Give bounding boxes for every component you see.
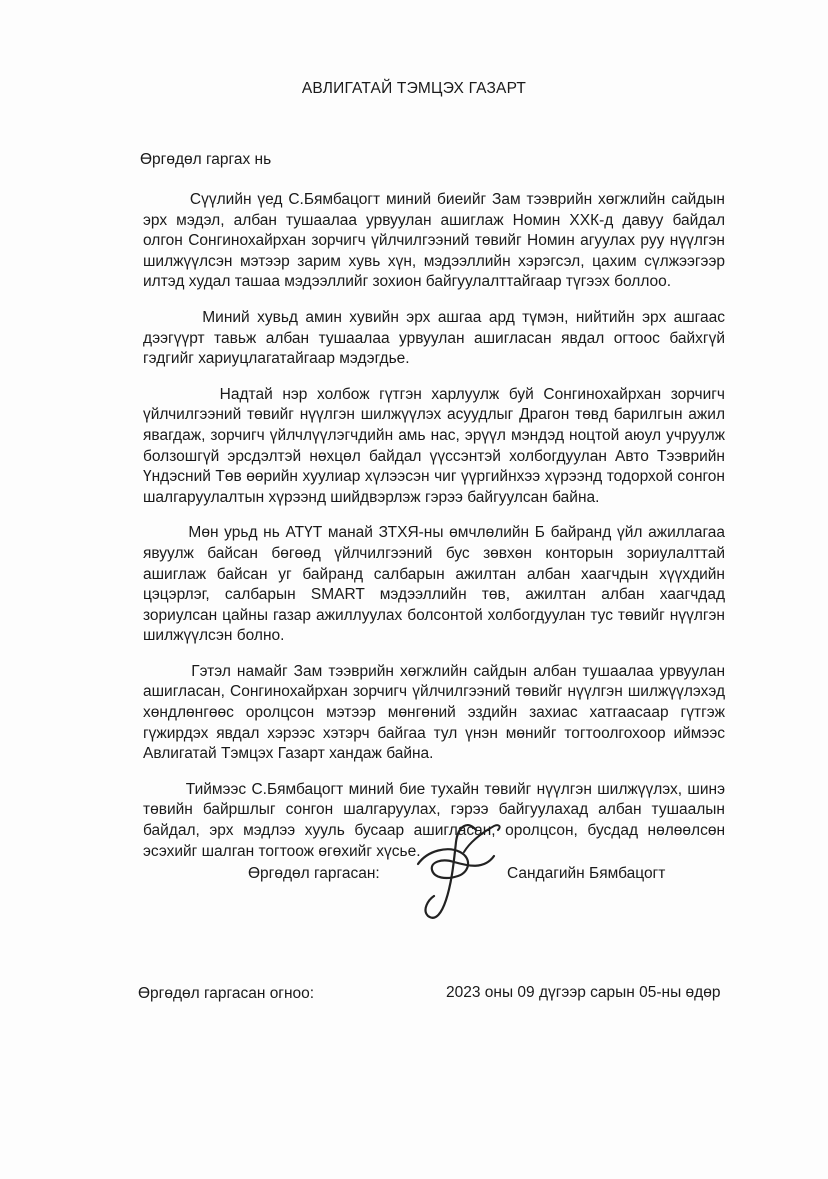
document-subject: Өргөдөл гаргах нь — [140, 151, 272, 168]
date-value: 2023 оны 09 дүгээр сарын 05-ны өдөр — [446, 984, 721, 1001]
document-title: АВЛИГАТАЙ ТЭМЦЭХ ГАЗАРТ — [301, 80, 527, 97]
paragraph: Миний хувьд амин хувийн эрх ашгаа ард түмэн, нийтийн эрх ашгаас дээгүүрт тавьж албан тушаалаа урвуулан ашигласан явдал огтоос байхгүй гэдгийг хариуцлагатайгаар мэдэгдье. — [143, 308, 730, 368]
paragraph: Гэтэл намайг Зам тээврийн хөгжлийн сайдын албан тушаалаа урвуулан ашигласан, Сонгинохайрхан зорчигч үйлчилгээний төвийг нүүлгэн шилжүүлэхэд хөндлөнгөөс оролцсон мэтээр мөнгөний эздийн захиас хатгаасаар гүтгэж гүжирдэх явдал хэрээс хэтэрч байгаа тул үнэн мөнийг тогтоолгохоор иймээс Авлигатай Тэмцэх Газарт хандаж байна. — [143, 662, 730, 763]
signature-label: Өргөдөл гаргасан: — [248, 865, 380, 882]
date-label: Өргөдөл гаргасан огноо: — [138, 985, 315, 1002]
paragraph: Тиймээс С.Бямбацогт миний бие тухайн төвийг нүүлгэн шилжүүлэх, шинэ төвийн байршлыг сонгон шалгаруулах, гэрээ байгуулахад албан тушаалын байдал, эрх мэдлээ хууль бусаар ашигласан, оролцсон, бусдад нөлөөлсөн эсэхийг шалган тогтоож өгөхийг хүсье. — [143, 780, 730, 860]
paragraph: Сүүлийн үед С.Бямбацогт миний биеийг Зам тээврийн хөгжлийн сайдын эрх мэдэл, албан тушаалаа урвуулан ашиглаж Номин ХХК-д давуу байдал олгон Сонгинохайрхан зорчигч үйлчилгээний төвийг Номин агуулах руу нүүлгэн шилжүүлсэн мэтээр зарим хувь хүн, мэдээллийн хэрэгсэл, цахим сүлжээгээр илтэд худал ташаа мэдээллийг зохион байгуулалттайгаар түгээх боллоо. — [143, 191, 730, 291]
paragraph: Надтай нэр холбож гүтгэн харлуулж буй Сонгинохайрхан зорчигч үйлчилгээний төвийг нүүлгэн шилжүүлэх асуудлыг Драгон төвд барилгын ажил явагдаж, зорчигч үйлчлүүлэгчдийн амь нас, эрүүл мэндэд ноцтой аюул учруулж болзошгүй эрсдэлтэй нөхцөл байдал үүссэнтэй холбогдуулан Авто Тээврийн Үндэсний Төв өөрийн хуулиар хүлээсэн чиг үүргийнхээ хүрээнд тодорхой сонгон шалгаруулалтын хүрээнд шийдвэрлэж гэрээ байгуулсан байна. — [143, 385, 730, 506]
signer-name: Сандагийн Бямбацогт — [507, 865, 666, 882]
signature-icon — [398, 812, 508, 927]
paragraph: Мөн урьд нь АТҮТ манай ЗТХЯ-ны өмчлөлийн Б байранд үйл ажиллагаа явуулж байсан бөгөөд үйлчилгээний бус зөвхөн конторын зориулалттай ашиглаж байсан уг байранд салбарын ажилтан албан хаагчдын хүүхдийн цэцэрлэг, салбарын SMART мэдээллийн төв, ажилтан албан хаагчдад зориулсан цайны газар ажиллуулах болсонтой холбогдуулан тус төвийг нүүлгэн шилжүүлсэн болно. — [143, 524, 730, 645]
document-body — [143, 190, 730, 877]
